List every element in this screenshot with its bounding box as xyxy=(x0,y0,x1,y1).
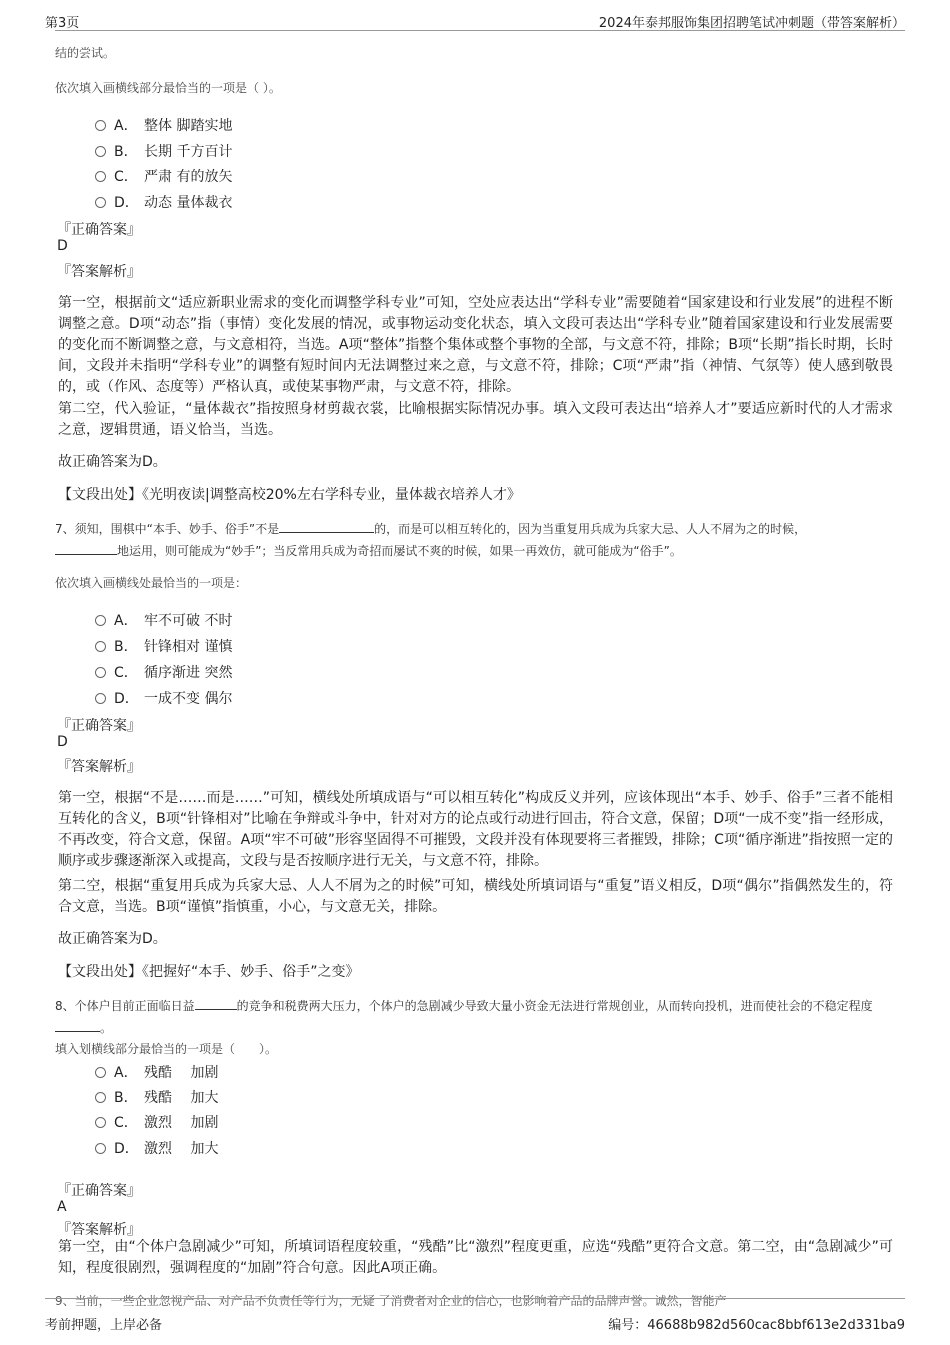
q7-option-c[interactable]: C． 循序渐进 突然 xyxy=(95,662,232,682)
radio-icon[interactable] xyxy=(95,1092,106,1103)
radio-icon[interactable] xyxy=(95,197,106,208)
q6-conclusion: 故正确答案为D。 xyxy=(58,454,167,470)
radio-icon[interactable] xyxy=(95,1117,106,1128)
q6-option-c[interactable]: C． 严肃 有的放矢 xyxy=(95,166,232,186)
q6-prompt: 依次填入画横线部分最恰当的一项是（ ）。 xyxy=(55,81,281,95)
q7-analysis-p2: 第二空，根据“重复用兵成为兵家大忌、人人不屑为之的时候”可知，横线处所填词语与“重复”语义相反，D项“偶尔”指偶然发生的，符合文意，当选。B项“谨慎”指慎重，小心，与文意无关，排除。 xyxy=(58,878,893,915)
radio-icon[interactable] xyxy=(95,120,106,131)
q7-option-a[interactable]: A． 牢不可破 不时 xyxy=(95,610,232,630)
q8-analysis-label: 『答案解析』 xyxy=(57,1222,141,1238)
radio-icon[interactable] xyxy=(95,1143,106,1154)
footer-slogan: 考前押题，上岸必备 xyxy=(45,1318,163,1333)
radio-icon[interactable] xyxy=(95,693,106,704)
q8-analysis-p1: 第一空，由“个体户急剧减少”可知，所填词语程度较重，“残酷”比“激烈”程度更重，应选“残酷”更符合文意。第二空，由“急剧减少”可知，程度很剧烈，强调程度的“加剧”符合句意。因此A项正确。 xyxy=(58,1239,893,1276)
q7-analysis-p1: 第一空，根据“不是……而是……”可知，横线处所填成语与“可以相互转化”构成反义并列，应该体现出“本手、妙手、俗手”三者不能相互转化的含义，B项“针锋相对”比喻在争辩或斗争中，针对对方的论点或行动进行回击，符合文意，保留；D项“一成不变”指一经形成，不再改变，符合文意，保留。A项“牢不可破”形容坚固得不可摧毁，文段并没有体现要将三者摧毁，排除；C项“循序渐进”指按照一定的顺序或步骤逐渐深入或提高，文段与是否按顺序进行无关，与文意不符，排除。 xyxy=(58,790,893,869)
q7-analysis-label: 『答案解析』 xyxy=(57,759,141,775)
document-id: 编号：46688b982d560cac8bbf613e2d331ba9 xyxy=(608,1318,905,1333)
q7-answer-label: 『正确答案』 xyxy=(57,718,141,734)
radio-icon[interactable] xyxy=(95,146,106,157)
page-header xyxy=(45,8,905,31)
page-footer xyxy=(45,1298,905,1339)
q6-option-b[interactable]: B． 长期 千方百计 xyxy=(95,141,232,161)
q8-stem: 8、个体户目前正面临日益 的竞争和税费两大压力，个体户的急剧减少导致大量小资金无法进行常规创业，从而转向投机，进而使社会的不稳定程度。 xyxy=(55,999,873,1035)
radio-icon[interactable] xyxy=(95,615,106,626)
q8-option-b[interactable]: B． 残酷 加大 xyxy=(95,1087,218,1107)
q6-option-a[interactable]: A． 整体 脚踏实地 xyxy=(95,115,232,135)
q7-option-d[interactable]: D． 一成不变 偶尔 xyxy=(95,688,232,708)
q6-analysis-p2: 第二空，代入验证，“量体裁衣”指按照身材剪裁衣裳，比喻根据实际情况办事。填入文段可表达出“培养人才”要适应新时代的人才需求之意，逻辑贯通，语义恰当，当选。 xyxy=(58,401,893,438)
page-number: 第3页 xyxy=(45,16,80,31)
q7-blank-1 xyxy=(279,520,374,533)
q8-prompt: 填入划横线部分最恰当的一项是（ ）。 xyxy=(55,1042,278,1056)
q8-answer-label: 『正确答案』 xyxy=(57,1183,141,1199)
q9-stem-clipped: 9、当前，一些企业忽视产品、对产品不负责任等行为，无疑 了消费者对企业的信心，也影响着产品的品牌声誉。诚然，智能产 xyxy=(55,1294,727,1308)
q8-option-c[interactable]: C． 激烈 加剧 xyxy=(95,1112,218,1132)
q6-source: 【文段出处】《光明夜读|调整高校20%左右学科专业，量体裁衣培养人才》 xyxy=(58,487,521,503)
q7-option-b[interactable]: B． 针锋相对 谨慎 xyxy=(95,636,232,656)
q6-option-d[interactable]: D． 动态 量体裁衣 xyxy=(95,192,232,212)
q6-stem-continuation: 结的尝试。 xyxy=(55,46,116,60)
q8-option-d[interactable]: D． 激烈 加大 xyxy=(95,1138,218,1158)
radio-icon[interactable] xyxy=(95,1067,106,1078)
radio-icon[interactable] xyxy=(95,171,106,182)
q6-answer: D xyxy=(57,238,68,254)
q6-analysis-label: 『答案解析』 xyxy=(57,264,141,280)
q8-blank-2 xyxy=(55,1019,100,1032)
q7-prompt: 依次填入画横线处最恰当的一项是： xyxy=(55,576,248,590)
q6-answer-label: 『正确答案』 xyxy=(57,222,141,238)
q8-option-a[interactable]: A． 残酷 加剧 xyxy=(95,1062,218,1082)
radio-icon[interactable] xyxy=(95,667,106,678)
q7-source: 【文段出处】《把握好“本手、妙手、俗手”之变》 xyxy=(58,964,360,980)
document-title: 2024年泰邦服饰集团招聘笔试冲刺题（带答案解析） xyxy=(598,16,905,31)
q7-stem: 7、须知，围棋中“本手、妙手、俗手”不是 的，而是可以相互转化的，因为当重复用兵成为兵家大忌、人人不屑为之的时候， 地运用，则可能成为“妙手”；当反常用兵成为奇招而屡试不爽的时候，如果一再效仿，就可能成为“俗手”。 xyxy=(55,522,807,558)
q8-blank-1 xyxy=(195,997,237,1010)
q7-blank-2 xyxy=(55,542,117,555)
q7-answer: D xyxy=(57,734,68,750)
radio-icon[interactable] xyxy=(95,641,106,652)
q8-answer: A xyxy=(57,1199,67,1215)
q7-conclusion: 故正确答案为D。 xyxy=(58,931,167,947)
q6-analysis-p1: 第一空，根据前文“适应新职业需求的变化而调整学科专业”可知，空处应表达出“学科专业”需要随着“国家建设和行业发展”的进程不断调整之意。D项“动态”指（事情）变化发展的情况，或事物运动变化状态，填入文段可表达出“学科专业”随着国家建设和行业发展需要的变化而不断调整之意，与文意相符，当选。A项“整体”指整个集体或整个事物的全部，与文意不符，排除；B项“长期”指长时期，长时间，文段并未指明“学科专业”的调整有短时间内无法调整过来之意，与文意不符，排除；C项“严肃”指（神情、气氛等）使人感到敬畏的，或（作风、态度等）严格认真，或使某事物严肃，与文意不符，排除。 xyxy=(58,295,893,395)
